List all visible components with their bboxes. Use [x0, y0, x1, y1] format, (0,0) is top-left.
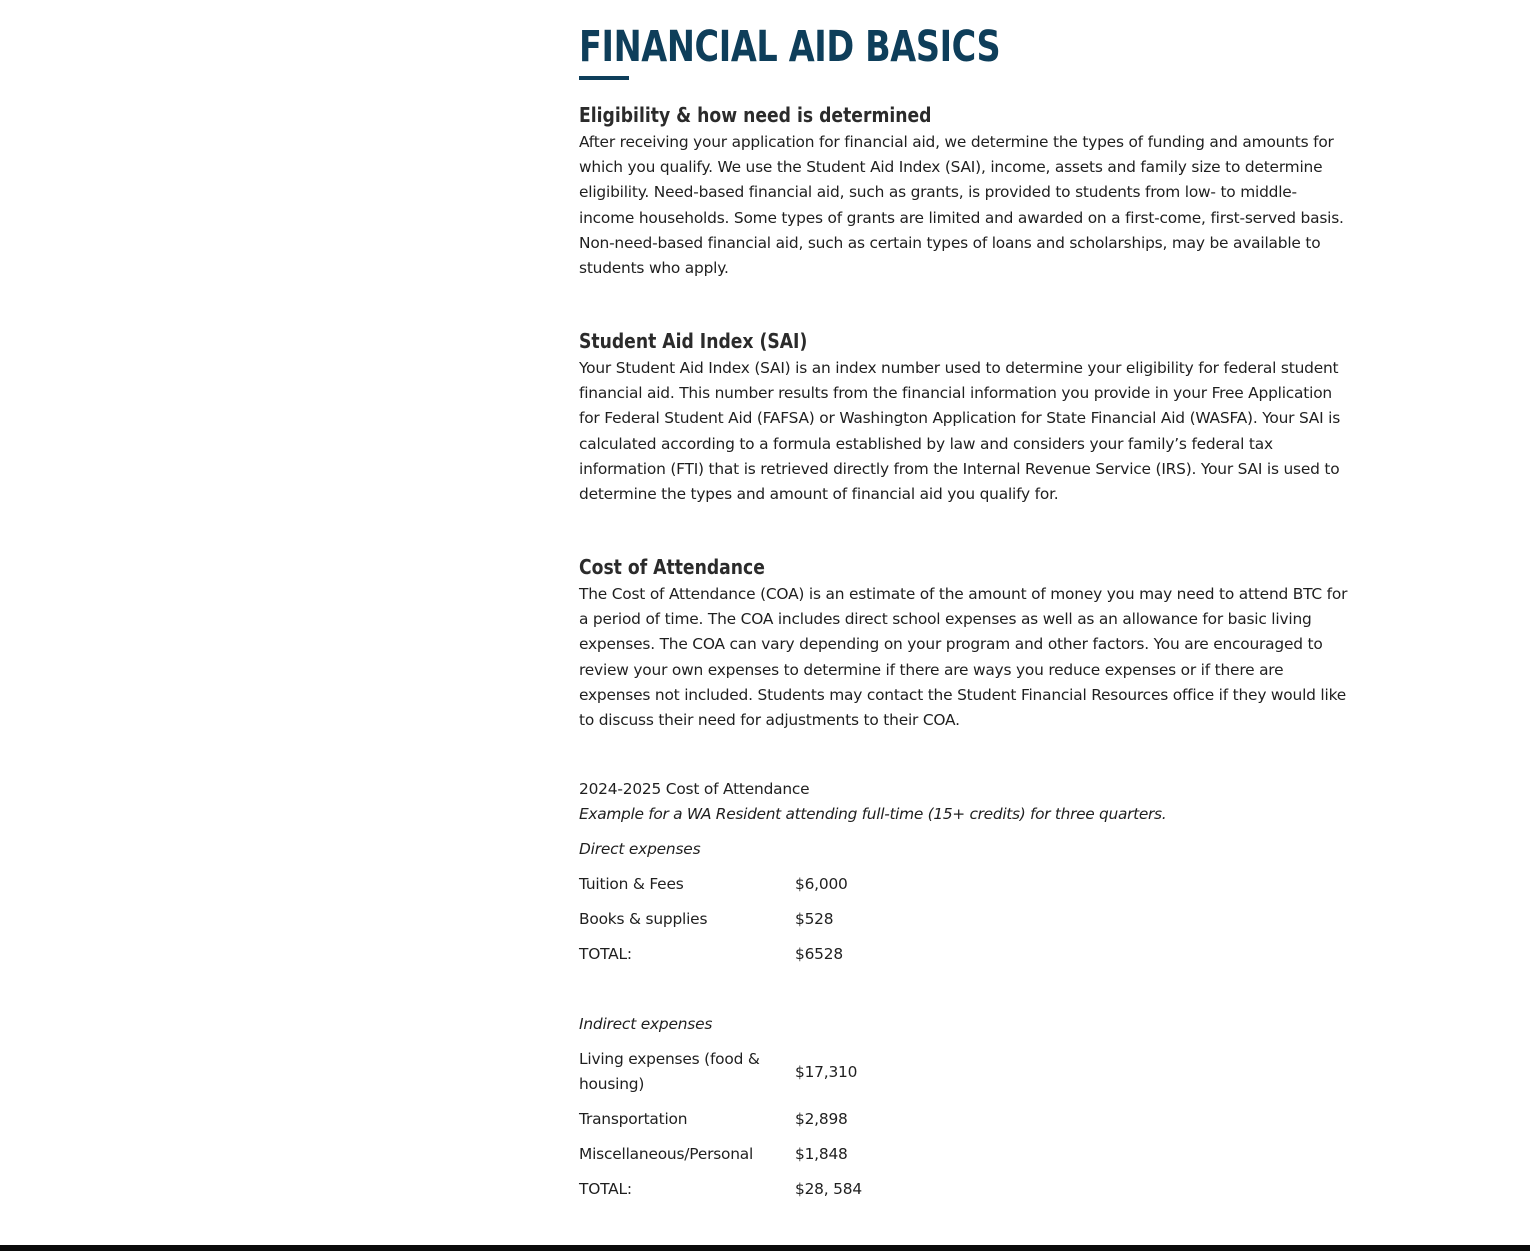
section-heading-sai: Student Aid Index (SAI) [579, 329, 808, 353]
cost-row [579, 1107, 1351, 1132]
direct-expenses-label: Direct expenses [579, 840, 701, 858]
section-body-eligibility: After receiving your application for financial aid, we determine the types of funding and amounts for which you qualify. We use the Student Aid Index (SAI), income, assets and family size to determine eligibility. Need-based financial aid, such as grants, is provided to students from low- to middle-income households. Some types of grants are limited and awarded on a first-come, first-served basis. Non-need-based financial aid, such as certain types of loans and scholarships, may be available to students who apply. [579, 133, 1344, 278]
cost-row [579, 1142, 1351, 1167]
section-body-coa: The Cost of Attendance (COA) is an estimate of the amount of money you may need to attend BTC for a period of time. The COA includes direct school expenses as well as an allowance for basic living expenses. The COA can vary depending on your program and other factors. You are encouraged to review your own expenses to determine if there are ways you reduce expenses or if there are expenses not included. Students may contact the Student Financial Resources office if they would like to discuss their need for adjustments to their COA. [579, 585, 1348, 730]
cost-row-label: TOTAL: [579, 945, 632, 963]
indirect-expenses-label: Indirect expenses [579, 1015, 713, 1033]
cost-row-value: $6528 [795, 945, 843, 963]
cost-row-value: $6,000 [795, 875, 848, 893]
cost-row [579, 907, 1351, 932]
cost-row-label: Miscellaneous/Personal [579, 1145, 754, 1163]
cost-of-attendance-table [579, 777, 1351, 1202]
cost-row-label: Transportation [579, 1110, 688, 1128]
cost-row-value: $1,848 [795, 1145, 848, 1163]
cost-row-label: Living expenses (food & housing) [579, 1050, 760, 1093]
section-eligibility [579, 102, 1351, 281]
page-title: FINANCIAL AID BASICS [579, 22, 1001, 72]
cost-row-label: Books & supplies [579, 910, 708, 928]
cost-row-value: $2,898 [795, 1110, 848, 1128]
main-content [579, 18, 1351, 1198]
cost-row-total [579, 942, 1351, 967]
cost-row-label: Tuition & Fees [579, 875, 684, 893]
section-heading-coa: Cost of Attendance [579, 555, 765, 579]
cost-table-subtitle: Example for a WA Resident attending full-time (15+ credits) for three quarters. [579, 805, 1167, 823]
title-underline [579, 76, 629, 80]
cost-row-value: $528 [795, 910, 834, 928]
cost-row [579, 1047, 1351, 1097]
cost-table-title: 2024-2025 Cost of Attendance [579, 780, 810, 798]
section-heading-eligibility: Eligibility & how need is determined [579, 103, 932, 127]
section-sai [579, 328, 1351, 507]
cost-row-total [579, 1177, 1351, 1202]
cost-row [579, 872, 1351, 897]
section-coa [579, 554, 1351, 733]
cost-row-label: TOTAL: [579, 1180, 632, 1198]
cost-row-value: $28, 584 [795, 1180, 862, 1198]
cost-row-value: $17,310 [795, 1062, 858, 1081]
section-body-sai: Your Student Aid Index (SAI) is an index number used to determine your eligibility for federal student financial aid. This number results from the financial information you provide in your Free Application for Federal Student Aid (FAFSA) or Washington Application for State Financial Aid (WASFA). Your SAI is calculated according to a formula established by law and considers your family’s federal tax information (FTI) that is retrieved directly from the Internal Revenue Service (IRS). Your SAI is used to determine the types and amount of financial aid you qualify for. [579, 359, 1341, 504]
footer-edge-bar [0, 1245, 1530, 1251]
